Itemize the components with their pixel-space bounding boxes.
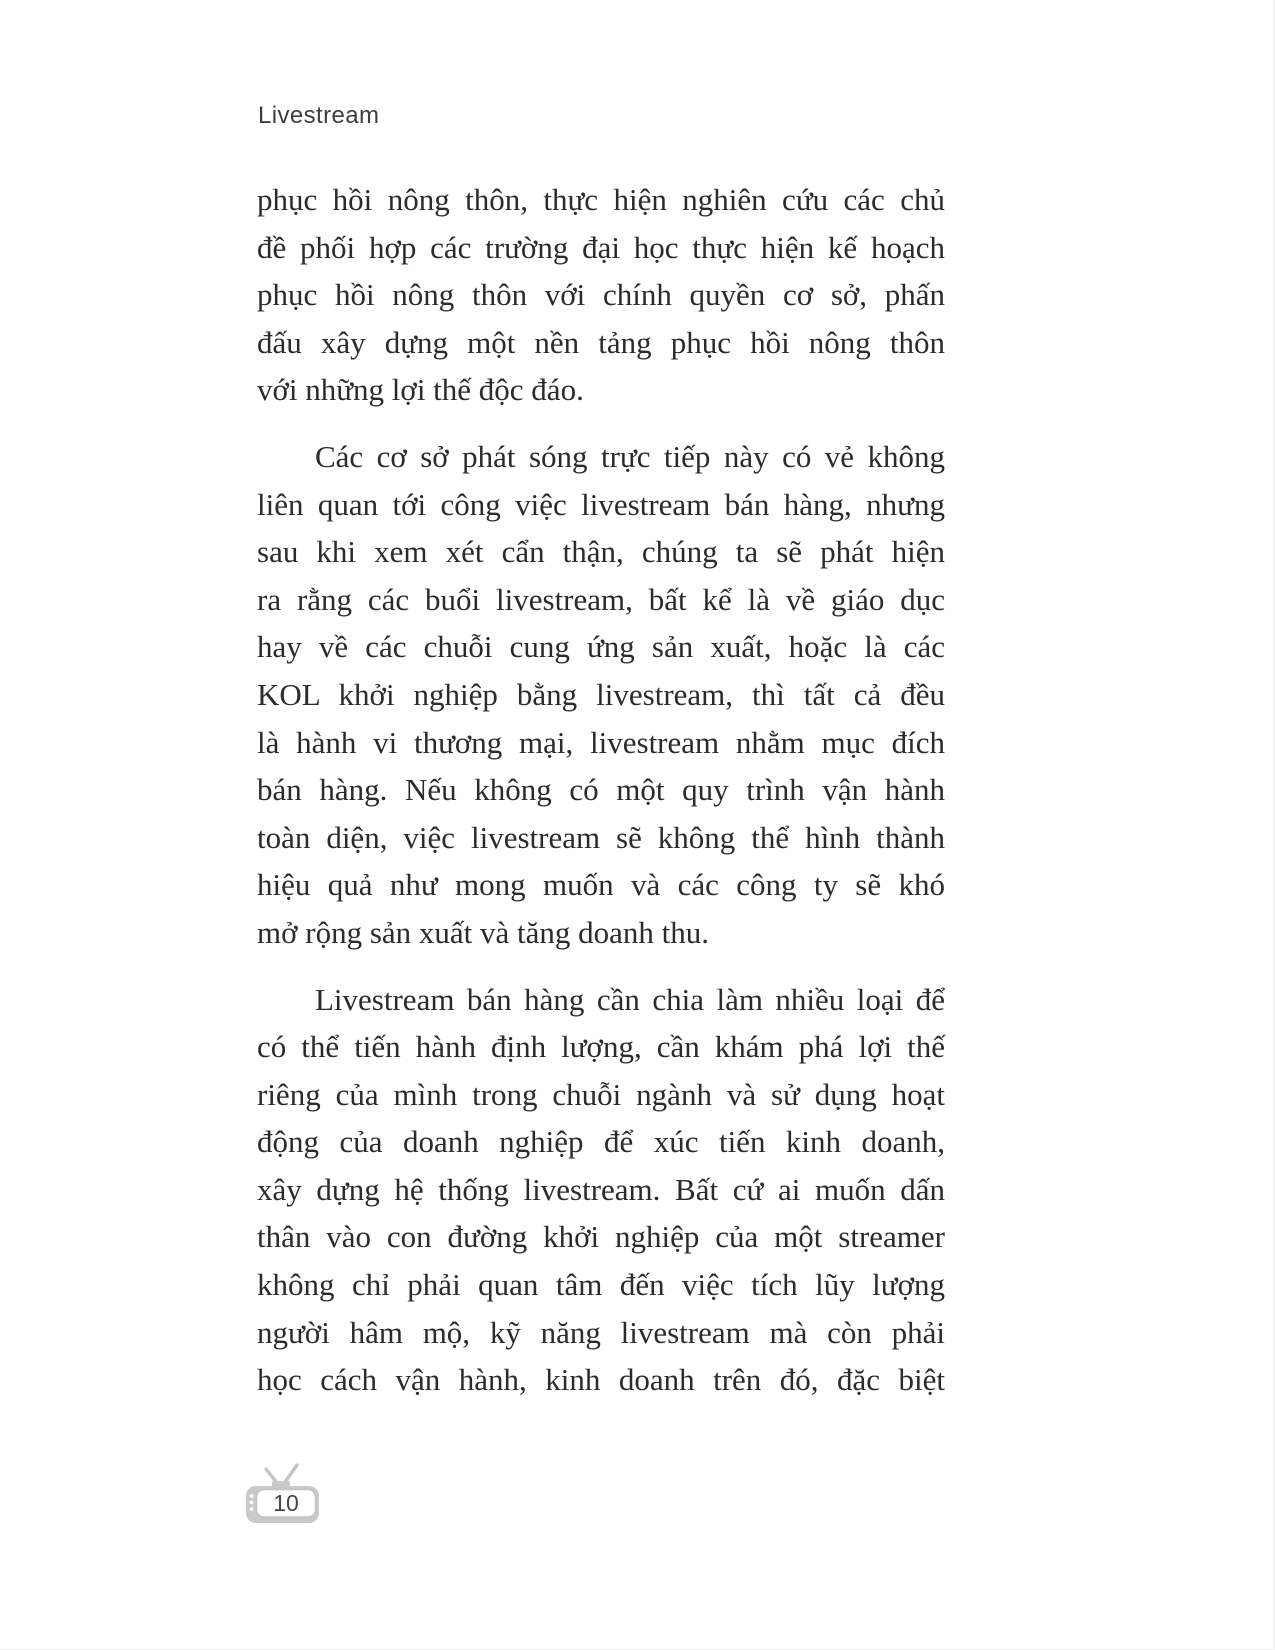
body-line: phục hồi nông thôn với chính quyền cơ sở, phấn: [257, 277, 945, 313]
body-line: Livestream bán hàng cần chia làm nhiều loại để: [315, 981, 945, 1017]
body-line: ra rằng các buổi livestream, bất kể là về giáo dục: [257, 581, 945, 617]
body-line: là hành vi thương mại, livestream nhằm mục đích: [257, 724, 945, 760]
body-line: Các cơ sở phát sóng trực tiếp này có vẻ không: [315, 438, 945, 474]
body-line: toàn diện, việc livestream sẽ không thể hình thành: [257, 819, 945, 855]
body-line: mở rộng sản xuất và tăng doanh thu.: [257, 914, 710, 950]
body-line: liên quan tới công việc livestream bán hàng, nhưng: [257, 486, 945, 522]
body-line: không chỉ phải quan tâm đến việc tích lũy lượng: [257, 1267, 945, 1303]
page-number-badge: [238, 1462, 330, 1526]
body-line: riêng của mình trong chuỗi ngành và sử dụng hoạt: [257, 1076, 945, 1112]
body-line: sau khi xem xét cẩn thận, chúng ta sẽ phát hiện: [257, 534, 945, 570]
page-number: 10: [273, 1489, 299, 1516]
body-line: thân vào con đường khởi nghiệp của một streamer: [257, 1219, 945, 1255]
body-line: bán hàng. Nếu không có một quy trình vận hành: [257, 772, 945, 808]
body-line: phục hồi nông thôn, thực hiện nghiên cứu các chủ: [257, 182, 945, 217]
body-line: hiệu quả như mong muốn và các công ty sẽ khó: [257, 867, 945, 903]
body-line: đấu xây dựng một nền tảng phục hồi nông thôn: [257, 324, 945, 360]
body-line: động của doanh nghiệp để xúc tiến kinh doanh,: [257, 1124, 945, 1160]
body-paragraph: [257, 433, 945, 957]
body-text-block: [257, 176, 945, 1404]
body-line: hay về các chuỗi cung ứng sản xuất, hoặc là các: [257, 629, 945, 665]
body-line: người hâm mộ, kỹ năng livestream mà còn phải: [257, 1314, 945, 1350]
running-header-title: Livestream: [258, 102, 380, 129]
body-line: học cách vận hành, kinh doanh trên đó, đặc biệt: [257, 1362, 945, 1398]
body-line: với những lợi thế độc đáo.: [257, 372, 584, 408]
body-line: xây dựng hệ thống livestream. Bất cứ ai muốn dấn: [257, 1171, 945, 1207]
body-paragraph: [257, 176, 945, 414]
body-line: có thể tiến hành định lượng, cần khám phá lợi thế: [257, 1029, 945, 1065]
body-paragraph: [257, 976, 945, 1404]
body-line: KOL khởi nghiệp bằng livestream, thì tất cả đều: [257, 676, 945, 712]
body-line: đề phối hợp các trường đại học thực hiện kế hoạch: [257, 229, 945, 265]
